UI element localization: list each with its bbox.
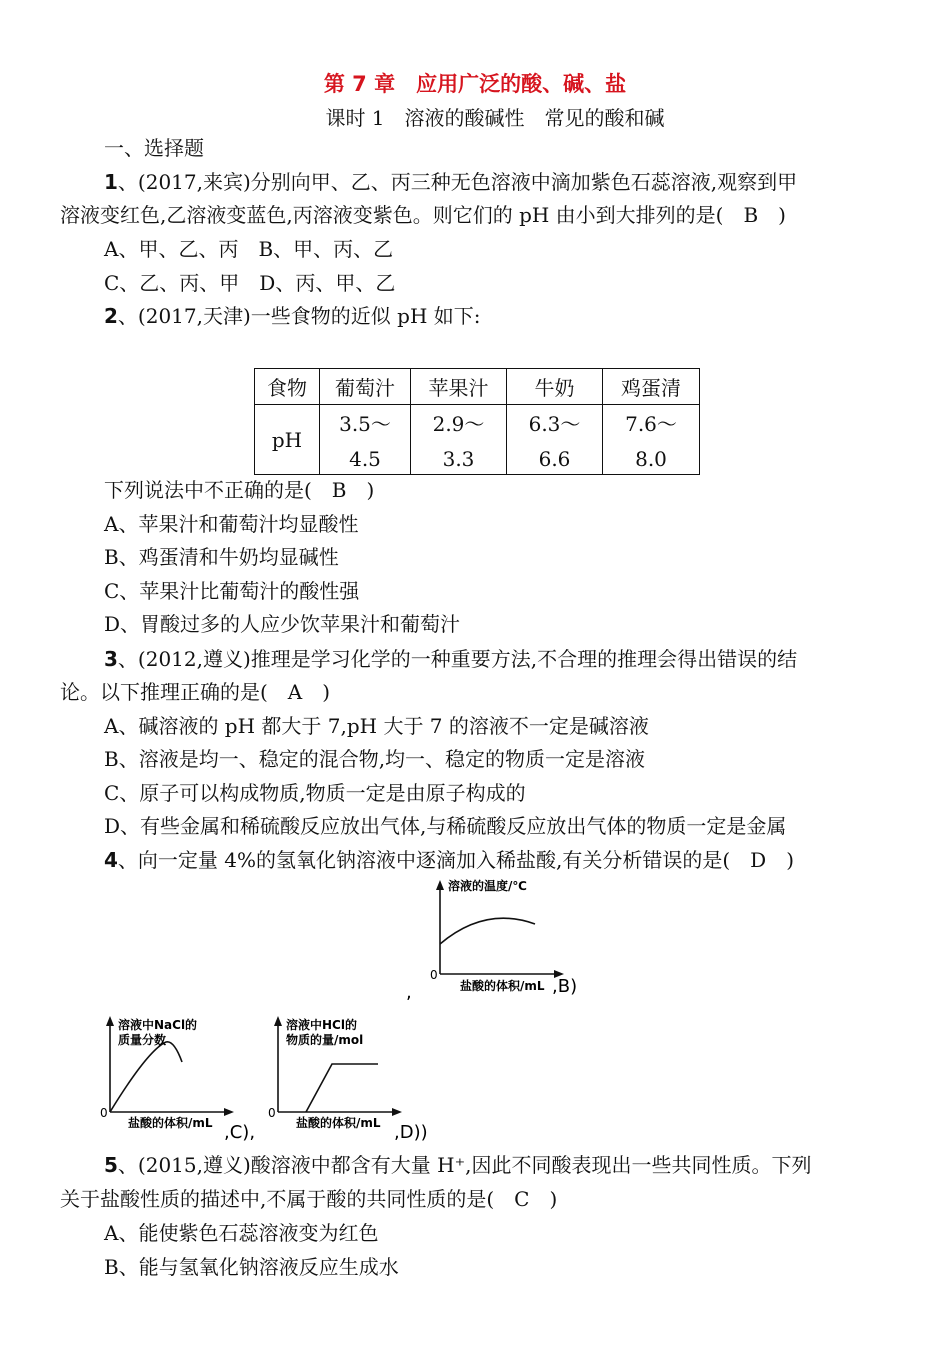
- graph-b-xlabel: 盐酸的体积/mL: [460, 979, 545, 993]
- graph-b-ylabel: 溶液的温度/℃: [448, 879, 527, 893]
- ph-high: 8.0: [635, 447, 667, 471]
- q3-number: 3: [104, 647, 118, 671]
- q1-options-ab: A、甲、乙、丙 B、甲、丙、乙: [104, 237, 394, 261]
- graph-d-ylabel-2: 物质的量/mol: [286, 1033, 364, 1047]
- q5-option: B、能与氢氧化钠溶液反应生成水: [104, 1255, 399, 1279]
- ph-table-row-label: pH: [255, 405, 320, 475]
- graph-d-suffix: ,D)): [394, 1122, 428, 1143]
- ph-high: 6.6: [538, 447, 571, 471]
- q3-option: C、原子可以构成物质,物质一定是由原子构成的: [104, 781, 526, 805]
- ph-table-food: 牛奶: [507, 369, 603, 405]
- graph-b: [400, 876, 600, 1006]
- lesson-title: 课时 1 溶液的酸碱性 常见的酸和碱: [325, 106, 665, 130]
- q5-option: A、能使紫色石蕊溶液变为红色: [104, 1221, 379, 1245]
- graph-d-line: [306, 1064, 378, 1112]
- q3-option: D、有些金属和稀硫酸反应放出气体,与稀硫酸反应放出气体的物质一定是金属: [104, 814, 787, 838]
- graph-c-curve: [110, 1042, 182, 1112]
- q1-line1: [104, 172, 797, 192]
- graph-c: [90, 1010, 270, 1145]
- graph-b-prefix: ,: [406, 982, 412, 1003]
- ph-low: 2.9～: [432, 412, 485, 436]
- q2-intro: [104, 306, 480, 326]
- ph-table-value-row: [255, 405, 700, 475]
- graph-b-curve: [440, 918, 535, 944]
- ph-table-food: 鸡蛋清: [603, 369, 700, 405]
- q3-line2: 论。以下推理正确的是( A ): [60, 680, 331, 704]
- q1-line2: 溶液变红色,乙溶液变蓝色,丙溶液变紫色。则它们的 pH 由小到大排列的是( B ): [60, 203, 786, 227]
- ph-table-cell: [603, 405, 700, 475]
- q4-number: 4: [104, 848, 118, 872]
- graph-d-ylabel-1: 溶液中HCl的: [286, 1018, 357, 1032]
- q3-line1: [104, 649, 797, 669]
- ph-high: 4.5: [349, 447, 381, 471]
- q2-option: C、苹果汁比葡萄汁的酸性强: [104, 579, 360, 603]
- ph-table-food: 葡萄汁: [320, 369, 411, 405]
- ph-table: [254, 368, 700, 475]
- ph-table-cell: [411, 405, 507, 475]
- ph-table-cell: [320, 405, 411, 475]
- q5-line2: 关于盐酸性质的描述中,不属于酸的共同性质的是( C ): [60, 1187, 558, 1211]
- graph-b-suffix: ,B): [552, 976, 578, 997]
- ph-low: 7.6～: [625, 412, 677, 436]
- graph-b-origin: 0: [430, 968, 438, 982]
- q2-question: 下列说法中不正确的是( B ): [104, 478, 375, 502]
- q2-number: 2: [104, 304, 118, 328]
- q2-option: D、胃酸过多的人应少饮苹果汁和葡萄汁: [104, 612, 461, 636]
- ph-table-food: 苹果汁: [411, 369, 507, 405]
- ph-table-cell: [507, 405, 603, 475]
- q3-text: 、(2012,遵义)推理是学习化学的一种重要方法,不合理的推理会得出错误的结: [117, 647, 798, 671]
- q2-option: A、苹果汁和葡萄汁均显酸性: [104, 512, 359, 536]
- ph-low: 3.5～: [339, 412, 391, 436]
- ph-low: 6.3～: [528, 412, 581, 436]
- section-label: 一、选择题: [104, 136, 204, 160]
- chapter-title: 第 7 章 应用广泛的酸、碱、盐: [323, 72, 627, 96]
- graph-d-xlabel: 盐酸的体积/mL: [296, 1116, 381, 1130]
- ph-high: 3.3: [442, 447, 475, 471]
- q4-line1: [104, 850, 794, 870]
- graph-d-origin: 0: [268, 1106, 276, 1120]
- graph-c-ylabel-1: 溶液中NaCl的: [118, 1018, 198, 1032]
- graph-c-ylabel-2: 质量分数: [118, 1033, 167, 1047]
- graph-c-suffix: ,C),: [224, 1122, 256, 1143]
- ph-table-header-label: 食物: [255, 369, 320, 405]
- q5-text: 、(2015,遵义)酸溶液中都含有大量 H⁺,因此不同酸表现出一些共同性质。下列: [117, 1153, 812, 1177]
- graph-c-origin: 0: [100, 1106, 108, 1120]
- q5-number: 5: [104, 1153, 118, 1177]
- q3-option: B、溶液是均一、稳定的混合物,均一、稳定的物质一定是溶液: [104, 747, 646, 771]
- q1-options-cd: C、乙、丙、甲 D、丙、甲、乙: [104, 271, 396, 295]
- graph-d: [262, 1010, 462, 1145]
- q1-number: 1: [104, 170, 118, 194]
- q2-text: 、(2017,天津)一些食物的近似 pH 如下:: [117, 304, 481, 328]
- q5-line1: [104, 1155, 812, 1175]
- graph-c-xlabel: 盐酸的体积/mL: [128, 1116, 213, 1130]
- q2-option: B、鸡蛋清和牛奶均显碱性: [104, 545, 339, 569]
- q3-option: A、碱溶液的 pH 都大于 7,pH 大于 7 的溶液不一定是碱溶液: [104, 714, 649, 738]
- q1-text: 、(2017,来宾)分别向甲、乙、丙三种无色溶液中滴加紫色石蕊溶液,观察到甲: [117, 170, 798, 194]
- q4-text: 、向一定量 4%的氢氧化钠溶液中逐滴加入稀盐酸,有关分析错误的是( D ): [117, 848, 795, 872]
- ph-table-header-row: [255, 369, 700, 405]
